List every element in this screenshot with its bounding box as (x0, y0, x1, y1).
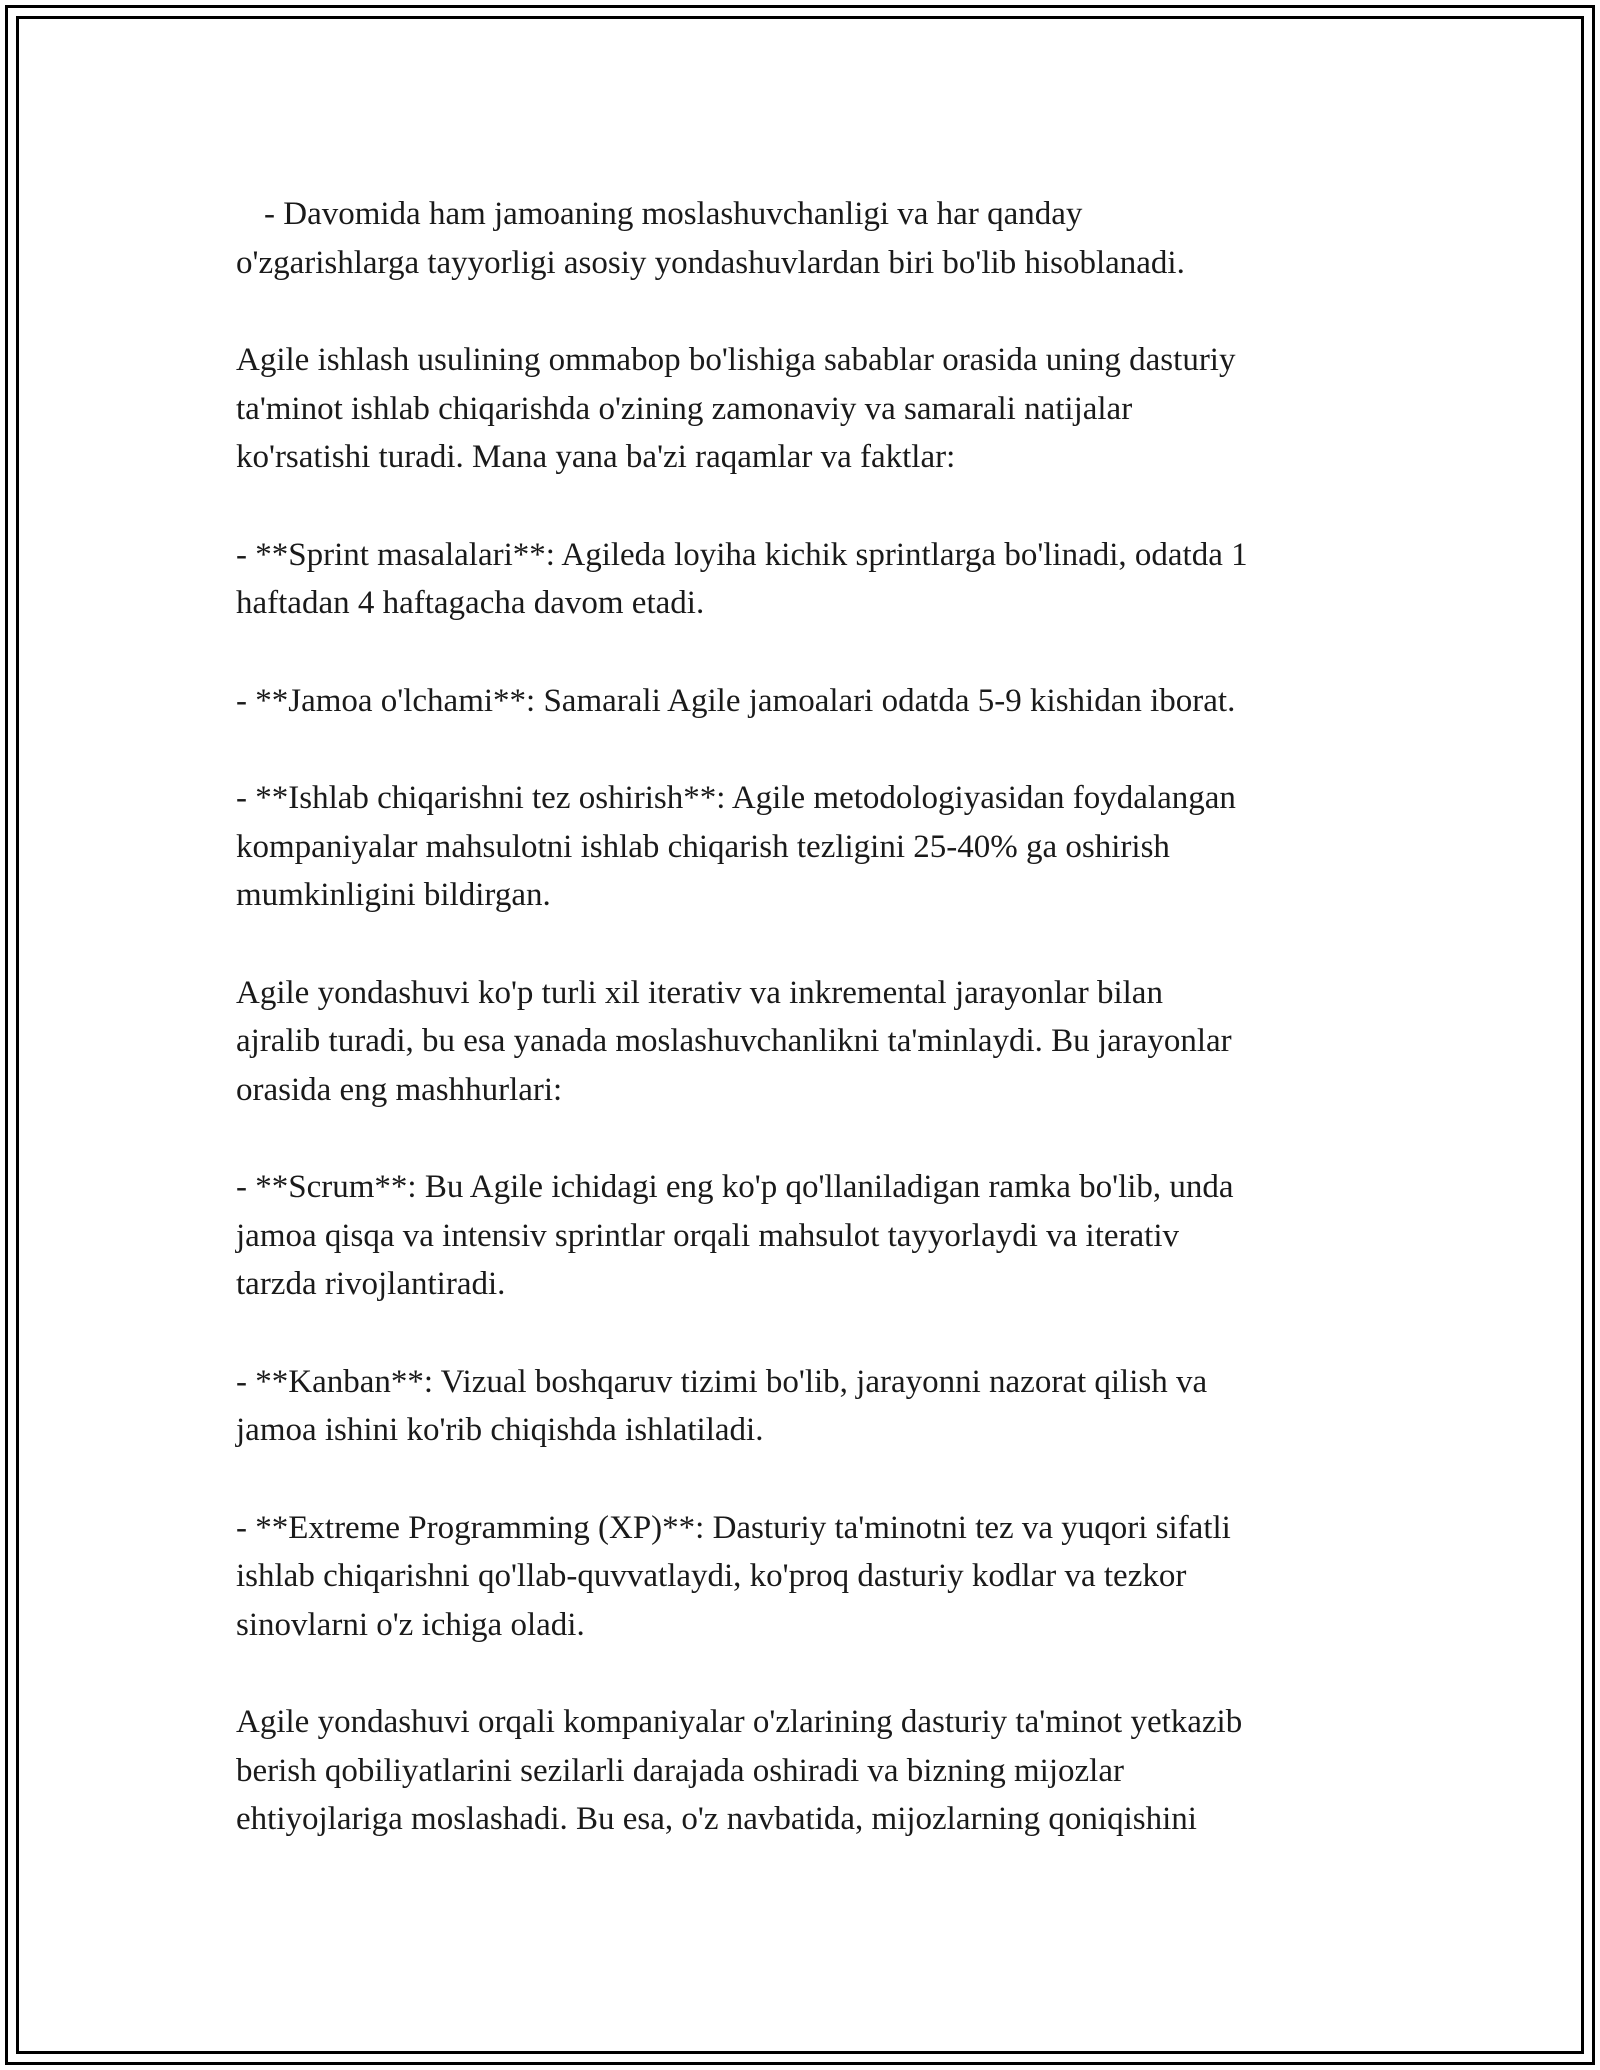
paragraph-agile-processes: Agile yondashuvi ko'p turli xil iterativ va inkremental jarayonlar bilan ajralib turadi, bu esa yanada moslashuvchanlikni ta'minlaydi. Bu jarayonlar orasida eng mashhurlari: (236, 974, 1232, 1108)
bullet-team-size: - **Jamoa o'lchami**: Samarali Agile jamoalari odatda 5-9 kishidan iborat. (236, 682, 1236, 719)
bullet-production-speed: - **Ishlab chiqarishni tez oshirish**: Agile metodologiyasidan foydalangan kompaniyalar mahsulotni ishlab chiqarish tezligini 25-40% ga oshirish mumkinligini bildirgan. (236, 780, 1236, 913)
paragraph-agile-benefits: Agile yondashuvi orqali kompaniyalar o'zlarining dasturiy ta'minot yetkazib berish qobiliyatlarini sezilarli darajada oshiradi va bizning mijozlar ehtiyojlariga moslashadi. Bu esa, o'z navbatida, mijozlarning qoniqishini (236, 1704, 1243, 1837)
bullet-scrum: - **Scrum**: Bu Agile ichidagi eng ko'p qo'llaniladigan ramka bo'lib, unda jamoa qisqa va intensiv sprintlar orqali mahsulot tayyorlaydi va iterativ tarzda rivojlantiradi. (236, 1169, 1234, 1302)
document-body (236, 190, 1376, 1893)
paragraph-agile-popularity: Agile ishlash usulining ommabop bo'lishiga sabablar orasida uning dasturiy ta'minot ishlab chiqarishda o'zining zamonaviy va samarali natijalar ko'rsatishi turadi. Mana yana ba'zi raqamlar va faktlar: (236, 342, 1236, 475)
paragraph-intro-continuation: - Davomida ham jamoaning moslashuvchanligi va har qanday o'zgarishlarga tayyorligi asosiy yondashuvlardan biri bo'lib hisoblanadi. (236, 196, 1185, 281)
bullet-extreme-programming: - **Extreme Programming (XP)**: Dasturiy ta'minotni tez va yuqori sifatli ishlab chiqarishni qo'llab-quvvatlaydi, ko'proq dasturiy kodlar va tezkor sinovlarni o'z ichiga oladi. (236, 1509, 1231, 1643)
bullet-kanban: - **Kanban**: Vizual boshqaruv tizimi bo'lib, jarayonni nazorat qilish va jamoa ishini ko'rib chiqishda ishlatiladi. (236, 1363, 1208, 1448)
bullet-sprint-tasks: - **Sprint masalalari**: Agileda loyiha kichik sprintlarga bo'linadi, odatda 1 haftadan 4 haftagacha davom etadi. (236, 536, 1248, 621)
